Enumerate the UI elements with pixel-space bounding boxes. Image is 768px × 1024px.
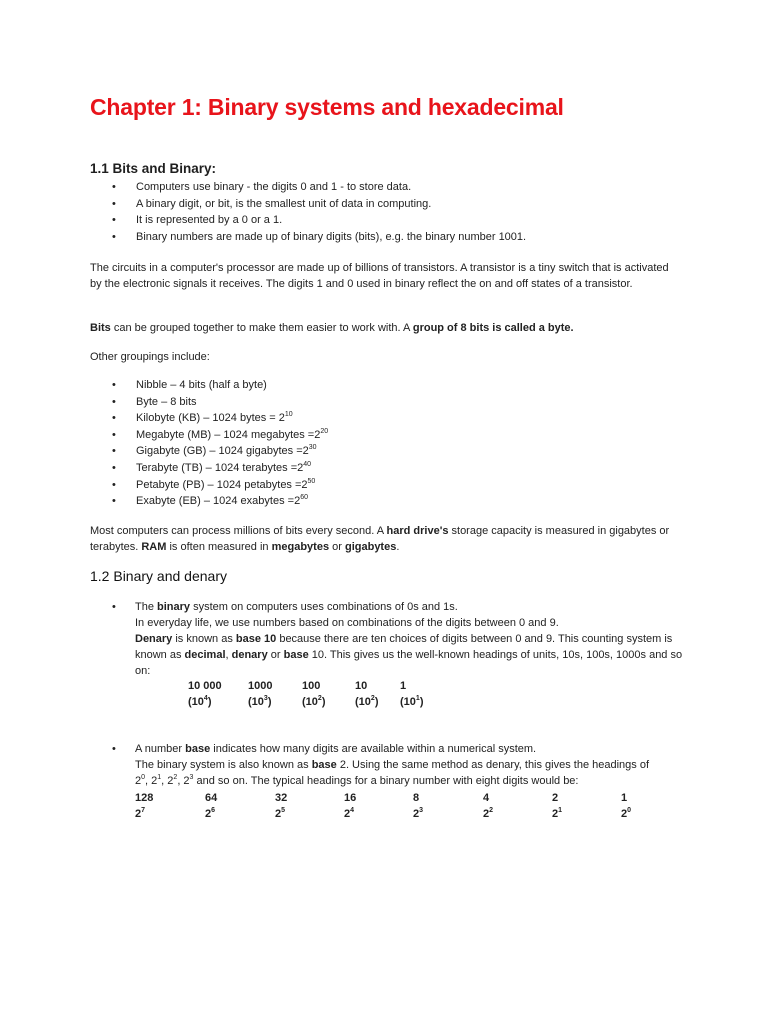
exponent: 4 [203,695,208,702]
bold-text: Denary [135,633,173,645]
exponent: 3 [189,774,194,781]
bullet-content [135,599,685,679]
bold-text: hard drive's [386,525,449,537]
text-span: 10. This gives us the well-known headings of units, 10s, 100s, 1000s and so on: [135,649,683,677]
exponent: 60 [300,494,308,502]
text-span: is known as [172,633,236,645]
list-item [90,410,690,427]
bold-text: base [283,649,309,661]
binary-heading-power: $2^1$ [552,807,563,820]
denary-heading-value: 10 [355,680,368,692]
bold-text: denary [231,649,268,661]
list-item [90,460,690,477]
chapter-title: Chapter 1: Binary systems and hexadecimal [90,94,564,120]
text-span: . [396,541,400,554]
list-item [90,427,690,444]
exponent: 2 [370,695,375,702]
bullet-dot: • [112,601,116,613]
exponent: 2 [317,695,322,702]
exponent: 2 [489,807,494,814]
text-span: can be grouped together to make them easier to work with. A [110,322,413,334]
bits-bullet-list [90,179,690,245]
exponent: 0 [141,774,146,781]
text-span: The [135,601,158,613]
text-span: is often measured in [166,541,272,554]
list-item: • Binary numbers are made up of binary digits (bits), e.g. the binary number 1001. [90,229,690,246]
bold-text: RAM [141,541,167,554]
list-item [90,493,690,510]
bold-text: base [311,759,337,771]
denary-heading-value: 1000 [248,680,273,692]
grouping-text: Byte – 8 bits [136,395,197,408]
exponent: 1 [558,807,563,814]
storage-paragraph [90,523,670,555]
bold-text: base 10 [235,633,277,645]
binary-heading-power: $2^4$ [344,807,355,820]
text-span: A number [135,743,186,755]
binary-heading-value: 16 [344,792,357,804]
section-heading-binary-denary: 1.2 Binary and denary [90,568,227,584]
binary-heading-value: 8 [413,792,420,804]
bold-text: gigabytes [344,541,397,554]
text-span: and so on. The typical headings for a binary number with eight digits would be: [193,775,579,787]
binary-heading-value: 32 [275,792,288,804]
exponent: 20 [320,427,329,435]
exponent: 2 [173,774,178,781]
denary-heading-value: 10 000 [188,680,222,692]
binary-headings-table [0,790,768,826]
exponent: 4 [350,807,355,814]
bold-text: binary [157,601,191,613]
binary-heading-value: 4 [483,792,490,804]
exponent: 1 [415,695,420,702]
denary-heading-power: $(10^4)$ [188,695,212,708]
denary-heading-power: $(10^3)$ [248,695,272,708]
list-item [90,443,690,460]
exponent: 3 [419,807,424,814]
exponent: 5 [281,807,286,814]
text-span: system on computers uses combinations of 0s and 1s. [190,601,458,613]
text-span: , [225,649,232,661]
grouping-text: Gigabyte (GB) – 1024 gigabytes =2 [136,445,309,458]
exponent: 1 [157,774,162,781]
number-base-bullet [90,741,690,789]
binary-heading-value: 128 [135,792,154,804]
binary-heading-power: $2^5$ [275,807,286,820]
byte-paragraph [90,320,670,336]
binary-heading-power: $2^0$ [621,807,632,820]
grouping-text: Petabyte (PB) – 1024 petabytes =2 [136,478,308,491]
binary-heading-value: 2 [552,792,559,804]
power-list: $2^0$, $2^1$, $2^2$, $2^3$ [135,774,194,787]
exponent: 0 [627,807,632,814]
transistor-paragraph: The circuits in a computer's processor are made up of billions of transistors. A transistor is a tiny switch that is activated by the electronic signals it receives. The digits 1 and 0 used in binary reflect the on and off states of a transistor. [90,262,669,291]
bullet-dot: • [112,743,116,755]
section-heading-bits-binary: 1.1 Bits and Binary: [90,161,217,176]
grouping-text: Terabyte (TB) – 1024 terabytes =2 [136,461,304,474]
exponent: 40 [303,460,312,468]
text-span: 2. Using the same method as denary, this gives the headings of [336,759,650,771]
binary-heading-power: $2^6$ [205,807,216,820]
text-span: or [267,649,284,661]
exponent: 10 [284,411,293,419]
list-item [90,477,690,494]
groupings-list [90,377,690,510]
list-item [90,377,690,394]
denary-heading-power: $(10^2)$ [355,695,379,708]
grouping-text: Nibble – 4 bits (half a byte) [136,379,267,391]
denary-heading-power: $(10^2)$ [302,695,326,708]
bold-text: group of 8 bits is called a byte. [412,322,574,334]
list-item: • It is represented by a 0 or a 1. [90,212,690,229]
list-item: • A binary digit, or bit, is the smallest unit of data in computing. [90,196,690,213]
exponent: 6 [211,807,216,814]
binary-heading-value: 64 [205,792,218,804]
bold-text: Bits [90,322,111,334]
exponent: 7 [141,807,146,814]
denary-heading-value: 1 [400,680,407,692]
text-span: Most computers can process millions of bits every second. A [90,525,387,537]
grouping-text: Megabyte (MB) – 1024 megabytes =2 [136,428,321,441]
bullet-content [135,741,685,789]
groupings-intro: Other groupings include: [90,351,210,363]
text-span: storage capacity is measured in gigabytes or terabytes. [90,525,670,554]
binary-heading-value: 1 [621,792,628,804]
text-span: In everyday life, we use numbers based on combinations of the digits between 0 and 9. [135,617,559,629]
binary-system-bullet [90,599,690,679]
grouping-text: Kilobyte (KB) – 1024 bytes = 2 [136,412,285,425]
denary-heading-power: $(10^1)$ [400,695,424,708]
text-span: The binary system is also known as [135,759,312,771]
denary-heading-value: 100 [302,680,321,692]
binary-heading-power: $2^7$ [135,807,146,820]
bold-text: megabytes [271,541,330,554]
bold-text: decimal [184,649,226,661]
binary-heading-power: $2^3$ [413,807,424,820]
text-span: indicates how many digits are available within a numerical system. [210,743,537,755]
exponent: 50 [307,477,316,485]
text-span: or [329,541,345,554]
grouping-text: Exabyte (EB) – 1024 exabytes =2 [136,495,301,508]
denary-headings-table [0,678,768,714]
exponent: 3 [263,695,268,702]
exponent: 30 [308,444,317,452]
list-item [90,394,690,411]
binary-heading-power: $2^2$ [483,807,494,820]
list-item: • Computers use binary - the digits 0 and 1 - to store data. [90,179,690,196]
bold-text: base [185,743,211,755]
text-span: because there are ten choices of digits between 0 and 9. This counting system is known as [135,633,673,661]
